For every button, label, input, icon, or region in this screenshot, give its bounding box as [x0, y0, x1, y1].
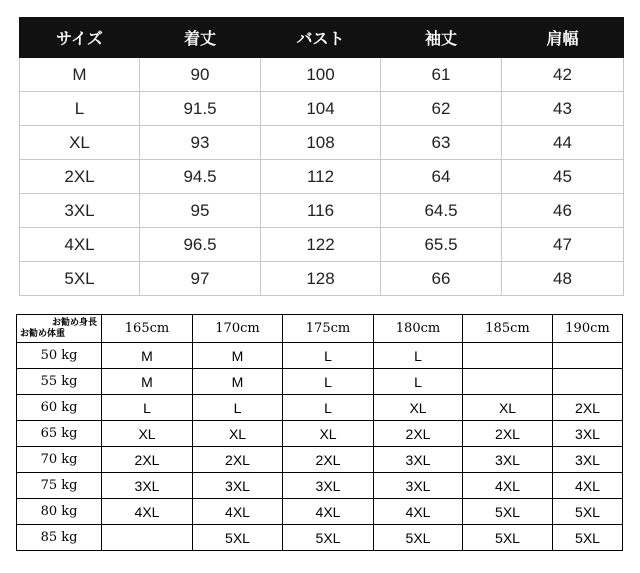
size-recommendation-table: [16, 314, 623, 551]
weight-row: [17, 447, 623, 473]
recommended-size-cell: 2XL: [463, 421, 553, 447]
size-chart-row: [20, 228, 624, 262]
recommended-size-cell: 3XL: [374, 473, 463, 499]
measurement-cell: 61: [381, 58, 502, 92]
height-column-header: 170cm: [193, 315, 283, 343]
measurement-cell: 90: [140, 58, 261, 92]
measurement-cell: 128: [261, 262, 381, 296]
measurement-cell: 46: [502, 194, 624, 228]
size-chart-header-cell: 着丈: [140, 18, 261, 58]
size-label-cell: 2XL: [20, 160, 140, 194]
height-column-header: 175cm: [283, 315, 374, 343]
size-chart-header-cell: 袖丈: [381, 18, 502, 58]
recommended-size-cell: 4XL: [193, 499, 283, 525]
recommended-size-cell: L: [374, 369, 463, 395]
size-label-cell: L: [20, 92, 140, 126]
measurement-cell: 48: [502, 262, 624, 296]
size-label-cell: XL: [20, 126, 140, 160]
recommended-size-cell: [102, 525, 193, 551]
measurement-cell: 100: [261, 58, 381, 92]
weight-row: [17, 499, 623, 525]
recommended-size-cell: M: [193, 369, 283, 395]
measurement-cell: 64: [381, 160, 502, 194]
weight-label-cell: 50 kg: [17, 343, 102, 369]
measurement-cell: 95: [140, 194, 261, 228]
measurement-cell: 91.5: [140, 92, 261, 126]
size-chart-header-cell: 肩幅: [502, 18, 624, 58]
size-chart-row: [20, 92, 624, 126]
recommended-size-cell: L: [283, 343, 374, 369]
recommended-size-cell: XL: [374, 395, 463, 421]
recommended-size-cell: 5XL: [374, 525, 463, 551]
recommended-size-cell: 3XL: [553, 421, 623, 447]
recommended-size-cell: XL: [283, 421, 374, 447]
size-label-cell: 3XL: [20, 194, 140, 228]
recommended-size-cell: 4XL: [102, 499, 193, 525]
recommended-size-cell: L: [374, 343, 463, 369]
measurement-cell: 94.5: [140, 160, 261, 194]
measurement-cell: 44: [502, 126, 624, 160]
measurement-cell: 116: [261, 194, 381, 228]
size-chart-row: [20, 160, 624, 194]
recommended-size-cell: 3XL: [374, 447, 463, 473]
height-weight-corner-cell: [17, 315, 102, 343]
measurement-cell: 96.5: [140, 228, 261, 262]
recommended-size-cell: M: [102, 369, 193, 395]
recommended-size-cell: 5XL: [553, 499, 623, 525]
recommended-size-cell: 4XL: [553, 473, 623, 499]
height-column-header: 165cm: [102, 315, 193, 343]
size-chart-row: [20, 58, 624, 92]
recommended-size-cell: 5XL: [193, 525, 283, 551]
weight-label-cell: 55 kg: [17, 369, 102, 395]
recommended-size-cell: L: [283, 369, 374, 395]
measurement-cell: 97: [140, 262, 261, 296]
weight-row: [17, 395, 623, 421]
recommended-size-cell: 4XL: [283, 499, 374, 525]
weight-label-cell: 80 kg: [17, 499, 102, 525]
recommended-size-cell: M: [193, 343, 283, 369]
recommended-size-cell: 3XL: [193, 473, 283, 499]
measurement-cell: 66: [381, 262, 502, 296]
measurement-cell: 43: [502, 92, 624, 126]
size-chart-header-cell: サイズ: [20, 18, 140, 58]
recommended-size-cell: 3XL: [553, 447, 623, 473]
recommended-size-cell: 3XL: [463, 447, 553, 473]
measurement-cell: 45: [502, 160, 624, 194]
weight-label-cell: 75 kg: [17, 473, 102, 499]
measurement-cell: 64.5: [381, 194, 502, 228]
height-column-header: 185cm: [463, 315, 553, 343]
weight-row: [17, 421, 623, 447]
recommended-size-cell: 5XL: [463, 525, 553, 551]
size-chart-header-cell: バスト: [261, 18, 381, 58]
weight-row: [17, 525, 623, 551]
measurement-cell: 42: [502, 58, 624, 92]
recommended-size-cell: 3XL: [283, 473, 374, 499]
recommended-size-cell: 4XL: [374, 499, 463, 525]
recommended-size-cell: 2XL: [193, 447, 283, 473]
recommended-size-cell: 5XL: [463, 499, 553, 525]
size-chart-header-row: [20, 18, 624, 58]
recommended-size-cell: 2XL: [553, 395, 623, 421]
size-chart-row: [20, 194, 624, 228]
height-column-header: 180cm: [374, 315, 463, 343]
recommended-size-cell: 2XL: [283, 447, 374, 473]
measurement-cell: 93: [140, 126, 261, 160]
recommended-size-cell: 5XL: [283, 525, 374, 551]
size-chart-row: [20, 126, 624, 160]
recommended-size-cell: 2XL: [102, 447, 193, 473]
height-column-header: 190cm: [553, 315, 623, 343]
recommended-size-cell: 5XL: [553, 525, 623, 551]
weight-label-cell: 60 kg: [17, 395, 102, 421]
measurement-cell: 112: [261, 160, 381, 194]
recommended-size-cell: [553, 343, 623, 369]
recommended-size-cell: 2XL: [374, 421, 463, 447]
recommended-height-label: お勧め身長: [51, 317, 97, 328]
recommended-size-cell: 4XL: [463, 473, 553, 499]
weight-row: [17, 343, 623, 369]
measurement-cell: 122: [261, 228, 381, 262]
weight-row: [17, 473, 623, 499]
weight-label-cell: 85 kg: [17, 525, 102, 551]
recommended-size-cell: XL: [102, 421, 193, 447]
recommended-size-cell: [553, 369, 623, 395]
measurement-cell: 104: [261, 92, 381, 126]
recommended-size-cell: [463, 343, 553, 369]
measurement-cell: 47: [502, 228, 624, 262]
recommended-size-cell: 3XL: [102, 473, 193, 499]
recommended-size-cell: M: [102, 343, 193, 369]
measurement-cell: 65.5: [381, 228, 502, 262]
recommended-size-cell: L: [193, 395, 283, 421]
measurement-cell: 108: [261, 126, 381, 160]
weight-row: [17, 369, 623, 395]
measurement-cell: 62: [381, 92, 502, 126]
measurement-cell: 63: [381, 126, 502, 160]
recommended-size-cell: [463, 369, 553, 395]
recommended-size-cell: L: [102, 395, 193, 421]
recommended-size-cell: L: [283, 395, 374, 421]
size-label-cell: 5XL: [20, 262, 140, 296]
recommended-weight-label: お勧め体重: [20, 328, 66, 339]
recommended-size-cell: XL: [193, 421, 283, 447]
size-chart-table: [19, 17, 624, 296]
weight-label-cell: 65 kg: [17, 421, 102, 447]
size-label-cell: M: [20, 58, 140, 92]
weight-label-cell: 70 kg: [17, 447, 102, 473]
recommended-size-cell: XL: [463, 395, 553, 421]
recommendation-header-row: [17, 315, 623, 343]
size-label-cell: 4XL: [20, 228, 140, 262]
size-chart-row: [20, 262, 624, 296]
